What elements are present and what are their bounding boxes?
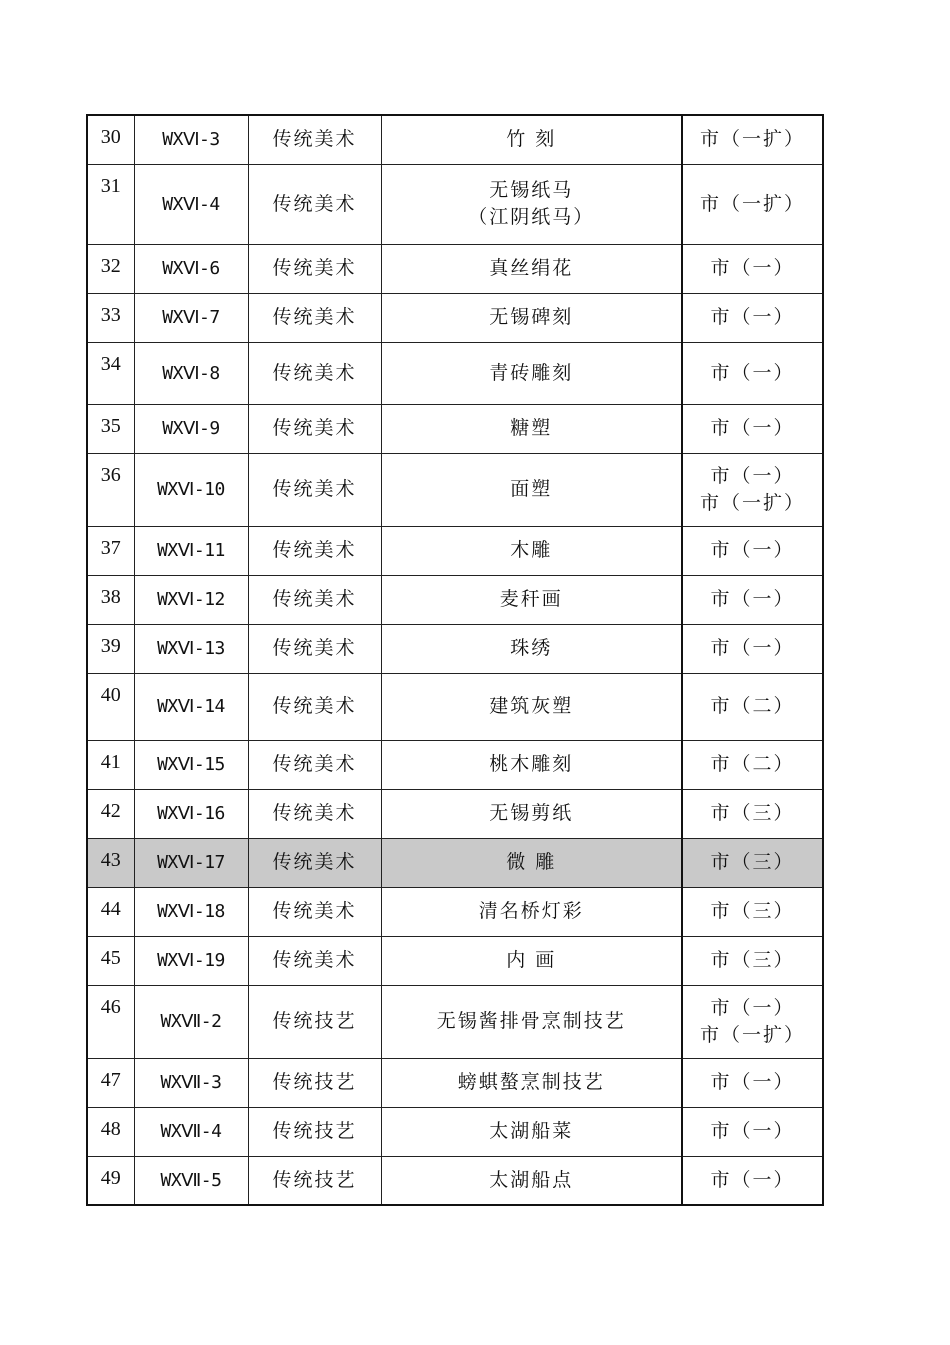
level-cell: 市（一） 市（一扩） — [682, 453, 823, 526]
table-row — [87, 673, 823, 740]
table-row — [87, 1058, 823, 1107]
row-number-cell: 45 — [87, 936, 134, 985]
item-code-cell: WXⅥ-10 — [134, 453, 248, 526]
item-code-cell: WXⅦ-3 — [134, 1058, 248, 1107]
item-code-cell: WXⅥ-18 — [134, 887, 248, 936]
item-name-cell: 青砖雕刻 — [381, 342, 682, 404]
row-number-cell: 32 — [87, 244, 134, 293]
item-code-cell: WXⅦ-5 — [134, 1156, 248, 1205]
category-cell: 传统美术 — [248, 887, 381, 936]
item-name-cell: 真丝绢花 — [381, 244, 682, 293]
item-name-cell: 无锡剪纸 — [381, 789, 682, 838]
level-cell: 市（一） 市（一扩） — [682, 985, 823, 1058]
level-cell: 市（三） — [682, 838, 823, 887]
item-code-cell: WXⅥ-9 — [134, 404, 248, 453]
row-number-cell: 37 — [87, 526, 134, 575]
item-code-cell: WXⅥ-3 — [134, 115, 248, 164]
category-cell: 传统美术 — [248, 575, 381, 624]
table-row — [87, 789, 823, 838]
row-number-cell: 31 — [87, 164, 134, 244]
item-code-cell: WXⅥ-12 — [134, 575, 248, 624]
level-cell: 市（一） — [682, 526, 823, 575]
row-number-cell: 33 — [87, 293, 134, 342]
item-name-cell: 太湖船点 — [381, 1156, 682, 1205]
table-row — [87, 575, 823, 624]
level-cell: 市（一） — [682, 244, 823, 293]
level-cell: 市（一扩） — [682, 115, 823, 164]
item-name-cell: 桃木雕刻 — [381, 740, 682, 789]
row-number-cell: 42 — [87, 789, 134, 838]
item-code-cell: WXⅦ-4 — [134, 1107, 248, 1156]
item-name-cell: 无锡碑刻 — [381, 293, 682, 342]
level-cell: 市（二） — [682, 740, 823, 789]
row-number-cell: 47 — [87, 1058, 134, 1107]
item-name-cell: 竹 刻 — [381, 115, 682, 164]
category-cell: 传统美术 — [248, 164, 381, 244]
item-name-cell: 无锡纸马 （江阴纸马） — [381, 164, 682, 244]
row-number-cell: 30 — [87, 115, 134, 164]
row-number-cell: 39 — [87, 624, 134, 673]
item-code-cell: WXⅥ-11 — [134, 526, 248, 575]
item-name-cell: 木雕 — [381, 526, 682, 575]
level-cell: 市（一） — [682, 1156, 823, 1205]
category-cell: 传统技艺 — [248, 1058, 381, 1107]
table-row — [87, 293, 823, 342]
category-cell: 传统美术 — [248, 244, 381, 293]
table-row — [87, 453, 823, 526]
row-number-cell: 44 — [87, 887, 134, 936]
item-name-cell: 面塑 — [381, 453, 682, 526]
level-cell: 市（三） — [682, 789, 823, 838]
item-code-cell: WXⅥ-19 — [134, 936, 248, 985]
item-code-cell: WXⅥ-17 — [134, 838, 248, 887]
item-code-cell: WXⅥ-14 — [134, 673, 248, 740]
level-cell: 市（三） — [682, 887, 823, 936]
category-cell: 传统美术 — [248, 404, 381, 453]
table-row — [87, 526, 823, 575]
row-number-cell: 36 — [87, 453, 134, 526]
heritage-list-table — [86, 114, 824, 1206]
table-row — [87, 1156, 823, 1205]
row-number-cell: 48 — [87, 1107, 134, 1156]
item-name-cell: 内 画 — [381, 936, 682, 985]
level-cell: 市（二） — [682, 673, 823, 740]
level-cell: 市（一） — [682, 342, 823, 404]
category-cell: 传统技艺 — [248, 1156, 381, 1205]
category-cell: 传统技艺 — [248, 1107, 381, 1156]
category-cell: 传统美术 — [248, 789, 381, 838]
item-code-cell: WXⅦ-2 — [134, 985, 248, 1058]
table-row — [87, 985, 823, 1058]
table-row — [87, 164, 823, 244]
row-number-cell: 43 — [87, 838, 134, 887]
item-name-cell: 螃蜞螯烹制技艺 — [381, 1058, 682, 1107]
level-cell: 市（一） — [682, 1058, 823, 1107]
category-cell: 传统美术 — [248, 624, 381, 673]
item-code-cell: WXⅥ-16 — [134, 789, 248, 838]
category-cell: 传统技艺 — [248, 985, 381, 1058]
level-cell: 市（三） — [682, 936, 823, 985]
row-number-cell: 35 — [87, 404, 134, 453]
row-number-cell: 38 — [87, 575, 134, 624]
category-cell: 传统美术 — [248, 115, 381, 164]
table-row — [87, 1107, 823, 1156]
item-code-cell: WXⅥ-15 — [134, 740, 248, 789]
item-name-cell: 糖塑 — [381, 404, 682, 453]
table-row — [87, 342, 823, 404]
category-cell: 传统美术 — [248, 673, 381, 740]
table-row — [87, 936, 823, 985]
level-cell: 市（一） — [682, 404, 823, 453]
item-code-cell: WXⅥ-8 — [134, 342, 248, 404]
category-cell: 传统美术 — [248, 453, 381, 526]
item-name-cell: 太湖船菜 — [381, 1107, 682, 1156]
item-code-cell: WXⅥ-7 — [134, 293, 248, 342]
table-row — [87, 740, 823, 789]
item-code-cell: WXⅥ-13 — [134, 624, 248, 673]
item-code-cell: WXⅥ-4 — [134, 164, 248, 244]
category-cell: 传统美术 — [248, 838, 381, 887]
category-cell: 传统美术 — [248, 936, 381, 985]
item-name-cell: 清名桥灯彩 — [381, 887, 682, 936]
level-cell: 市（一） — [682, 575, 823, 624]
level-cell: 市（一） — [682, 1107, 823, 1156]
table-row — [87, 404, 823, 453]
table-row — [87, 838, 823, 887]
level-cell: 市（一） — [682, 293, 823, 342]
item-name-cell: 微 雕 — [381, 838, 682, 887]
table-row — [87, 115, 823, 164]
item-name-cell: 无锡酱排骨烹制技艺 — [381, 985, 682, 1058]
row-number-cell: 41 — [87, 740, 134, 789]
item-name-cell: 建筑灰塑 — [381, 673, 682, 740]
row-number-cell: 40 — [87, 673, 134, 740]
table-body — [87, 115, 823, 1205]
item-name-cell: 麦秆画 — [381, 575, 682, 624]
row-number-cell: 46 — [87, 985, 134, 1058]
level-cell: 市（一扩） — [682, 164, 823, 244]
row-number-cell: 34 — [87, 342, 134, 404]
category-cell: 传统美术 — [248, 342, 381, 404]
category-cell: 传统美术 — [248, 740, 381, 789]
table-row — [87, 887, 823, 936]
category-cell: 传统美术 — [248, 526, 381, 575]
item-code-cell: WXⅥ-6 — [134, 244, 248, 293]
table-row — [87, 624, 823, 673]
level-cell: 市（一） — [682, 624, 823, 673]
row-number-cell: 49 — [87, 1156, 134, 1205]
table-row — [87, 244, 823, 293]
category-cell: 传统美术 — [248, 293, 381, 342]
item-name-cell: 珠绣 — [381, 624, 682, 673]
